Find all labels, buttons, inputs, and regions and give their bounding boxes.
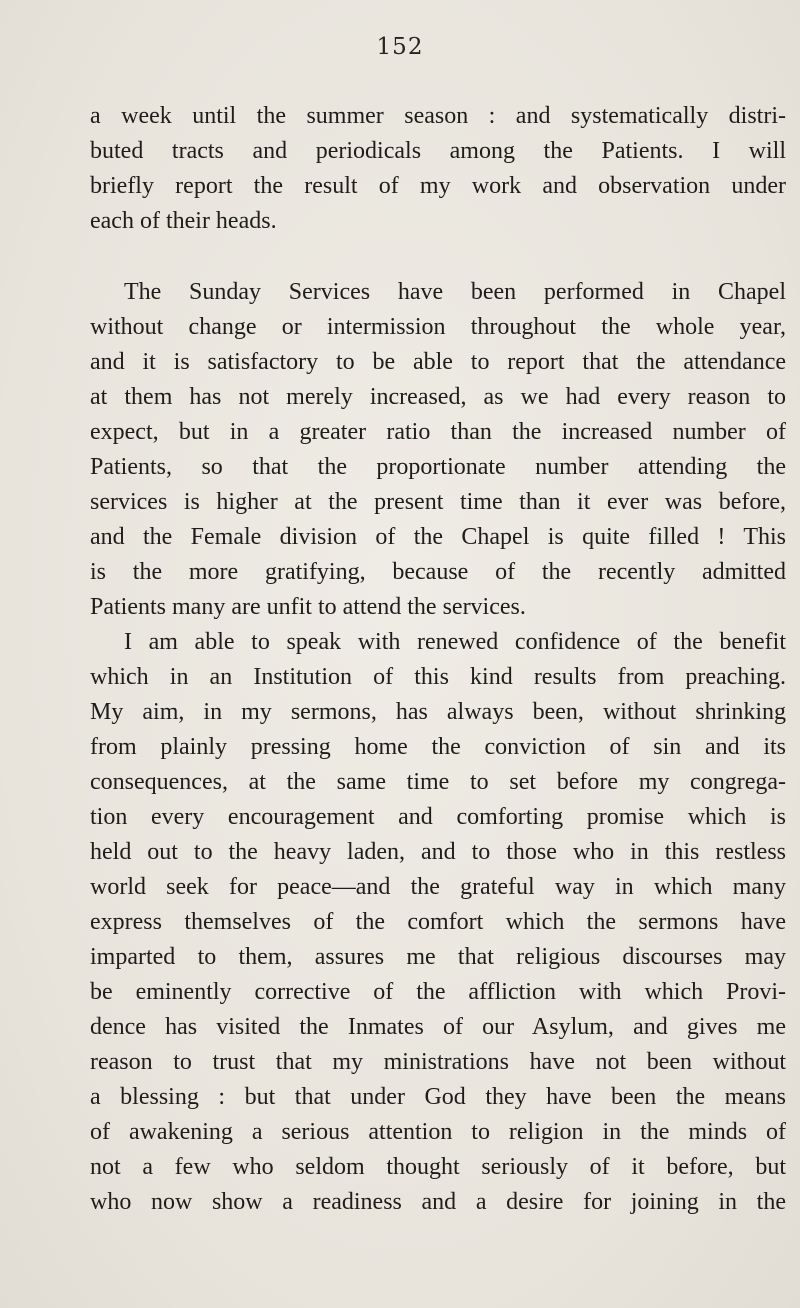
paragraph-1 xyxy=(90,99,786,239)
text-line: briefly report the result of my work and observation under xyxy=(90,173,786,199)
text-line: is the more gratifying, because of the recently admitted xyxy=(90,559,786,585)
text-line: I am able to speak with renewed confidence of the benefit xyxy=(124,629,786,655)
text-line: world seek for peace—and the grateful way in which many xyxy=(90,874,786,900)
text-line: expect, but in a greater ratio than the increased number of xyxy=(90,419,786,445)
text-line: who now show a readiness and a desire for joining in the xyxy=(90,1189,786,1215)
text-line: Patients, so that the proportionate number attending the xyxy=(90,454,786,480)
text-line: from plainly pressing home the conviction of sin and its xyxy=(90,734,786,760)
text-line: without change or intermission throughout the whole year, xyxy=(90,314,786,340)
text-line: services is higher at the present time than it ever was before, xyxy=(90,489,786,515)
text-line: of awakening a serious attention to religion in the minds of xyxy=(90,1119,786,1145)
text-line: buted tracts and periodicals among the Patients. I will xyxy=(90,138,786,164)
page-number: 152 xyxy=(376,34,424,60)
text-line: consequences, at the same time to set before my congrega- xyxy=(90,769,786,795)
text-line: Patients many are unfit to attend the services. xyxy=(90,594,526,620)
text-line: dence has visited the Inmates of our Asylum, and gives me xyxy=(90,1014,786,1040)
text-line: each of their heads. xyxy=(90,208,277,234)
text-line: a blessing : but that under God they have been the means xyxy=(90,1084,786,1110)
text-line: be eminently corrective of the affliction with which Provi- xyxy=(90,979,786,1005)
text-line: at them has not merely increased, as we had every reason to xyxy=(90,384,786,410)
text-line: The Sunday Services have been performed in Chapel xyxy=(124,279,786,305)
text-line: and the Female division of the Chapel is quite filled ! This xyxy=(90,524,786,550)
text-line: tion every encouragement and comforting promise which is xyxy=(90,804,786,830)
text-line: imparted to them, assures me that religious discourses may xyxy=(90,944,786,970)
text-line: express themselves of the comfort which the sermons have xyxy=(90,909,786,935)
text-line: not a few who seldom thought seriously of it before, but xyxy=(90,1154,786,1180)
text-line: which in an Institution of this kind results from preaching. xyxy=(90,664,786,690)
text-line: My aim, in my sermons, has always been, without shrinking xyxy=(90,699,786,725)
text-line: held out to the heavy laden, and to those who in this restless xyxy=(90,839,786,865)
paragraph-2 xyxy=(90,275,786,625)
text-line: a week until the summer season : and systematically distri- xyxy=(90,103,786,129)
paragraph-3 xyxy=(90,625,786,1220)
text-line: and it is satisfactory to be able to report that the attendance xyxy=(90,349,786,375)
text-line: reason to trust that my ministrations have not been without xyxy=(90,1049,786,1075)
